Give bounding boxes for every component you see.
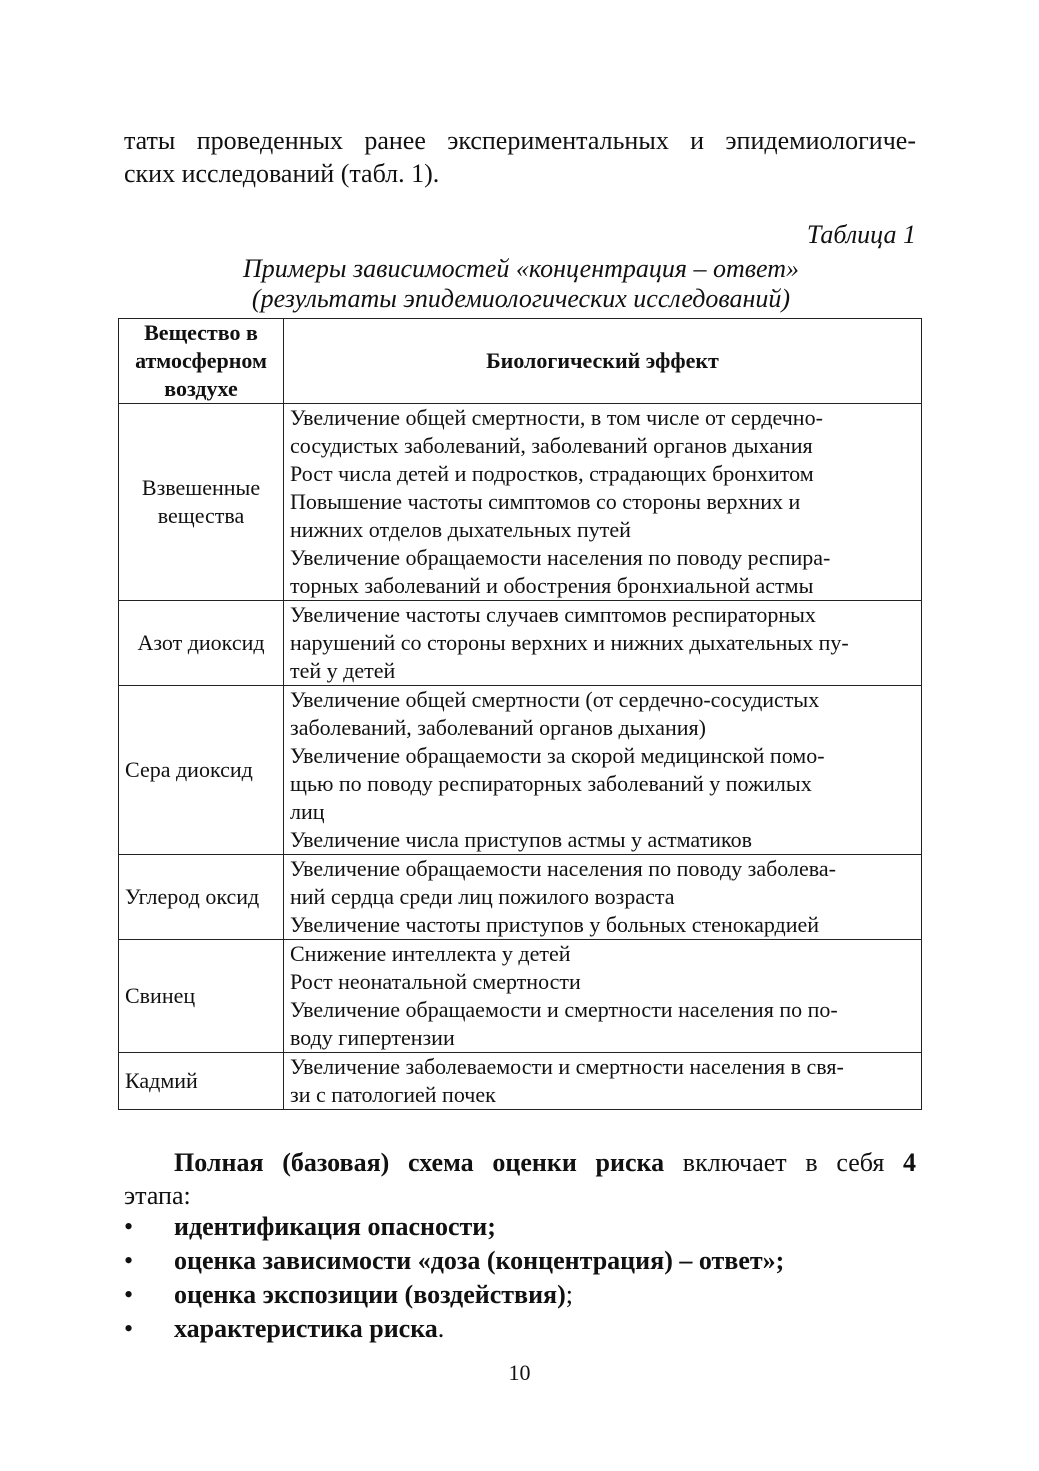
table-row (119, 940, 922, 1053)
effect-cell (284, 404, 922, 601)
stage-item (124, 1210, 916, 1244)
bullet-icon: • (124, 1212, 134, 1241)
table-title-line-1: Примеры зависимостей «концентрация – ответ» (243, 254, 799, 283)
table-row (119, 855, 922, 940)
stage-item (124, 1244, 916, 1278)
intro-line-2: ских исследований (табл. 1). (124, 159, 440, 188)
effect-line: торных заболеваний и обострения бронхиальной астмы (290, 573, 814, 598)
stage-item (124, 1278, 916, 1312)
scheme-lead: Полная (базовая) схема оценки риска (174, 1148, 665, 1177)
stages-list (124, 1210, 916, 1346)
effect-line: Увеличение обращаемости и смертности населения по по- (290, 997, 838, 1022)
effect-line: сосудистых заболеваний, заболеваний органов дыхания (290, 433, 813, 458)
effect-line: зи с патологией почек (290, 1082, 496, 1107)
header-effect: Биологический эффект (284, 319, 922, 404)
substance-cell: Азот диоксид (119, 601, 284, 686)
effect-line: Рост неонатальной смертности (290, 969, 581, 994)
effect-line: щью по поводу респираторных заболеваний у пожилых (290, 771, 812, 796)
table-row (119, 404, 922, 601)
effect-line: Рост числа детей и подростков, страдающих бронхитом (290, 461, 814, 486)
stage-text: идентификация опасности; (174, 1212, 496, 1241)
stage-tail: . (437, 1314, 445, 1343)
scheme-paragraph (124, 1146, 916, 1212)
scheme-end: этапа: (124, 1181, 191, 1210)
effect-cell (284, 855, 922, 940)
substance-cell: Взвешенные вещества (119, 404, 284, 601)
effect-line: тей у детей (290, 658, 396, 683)
effect-cell (284, 940, 922, 1053)
substance-cell: Углерод оксид (119, 855, 284, 940)
page-number: 10 (508, 1360, 531, 1385)
effect-line: Увеличение общей смертности, в том числе от сердечно- (290, 405, 823, 430)
substance-cell: Свинец (119, 940, 284, 1053)
table-body (119, 404, 922, 1110)
substance-cell: Сера диоксид (119, 686, 284, 855)
effect-line: Увеличение обращаемости населения по поводу респира- (290, 545, 831, 570)
effect-line: воду гипертензии (290, 1025, 455, 1050)
scheme-mid: включает в себя (664, 1148, 903, 1177)
scheme-count: 4 (903, 1148, 916, 1177)
header-substance: Вещество в атмосферном воздухе (119, 319, 284, 404)
table-title-line-2: (результаты эпидемиологических исследований) (251, 284, 791, 313)
table-row (119, 1053, 922, 1110)
effect-line: Увеличение частоты приступов у больных стенокардией (290, 912, 820, 937)
bullet-icon: • (124, 1280, 134, 1309)
effect-line: Увеличение частоты случаев симптомов респираторных (290, 602, 816, 627)
effect-line: ний сердца среди лиц пожилого возраста (290, 884, 675, 909)
stage-text: оценка зависимости «доза (концентрация) – ответ»; (174, 1246, 785, 1275)
effect-line: нарушений со стороны верхних и нижних дыхательных пу- (290, 630, 849, 655)
stage-item (124, 1312, 916, 1346)
effect-line: заболеваний, заболеваний органов дыхания) (290, 715, 706, 740)
effect-line: Увеличение заболеваемости и смертности населения в свя- (290, 1054, 844, 1079)
effect-line: Снижение интеллекта у детей (290, 941, 571, 966)
table-row (119, 686, 922, 855)
bullet-icon: • (124, 1246, 134, 1275)
bullet-icon: • (124, 1314, 134, 1343)
effect-line: Увеличение обращаемости населения по поводу заболева- (290, 856, 836, 881)
effect-line: Повышение частоты симптомов со стороны верхних и (290, 489, 801, 514)
effect-cell (284, 686, 922, 855)
substance-cell: Кадмий (119, 1053, 284, 1110)
table-label: Таблица 1 (806, 220, 916, 249)
effect-line: Увеличение общей смертности (от сердечно-сосудистых (290, 687, 820, 712)
concentration-response-table (118, 318, 922, 1110)
scheme-first-line (124, 1146, 916, 1179)
intro-paragraph (124, 124, 916, 190)
stage-text: оценка экспозиции (воздействия) (174, 1280, 566, 1309)
effect-line: лиц (290, 799, 325, 824)
intro-line-1: таты проведенных ранее экспериментальных и эпидемиологиче- (124, 126, 916, 155)
effect-cell (284, 601, 922, 686)
effect-line: Увеличение числа приступов астмы у астматиков (290, 827, 752, 852)
stage-tail: ; (565, 1280, 574, 1309)
stage-text: характеристика риска (174, 1314, 438, 1343)
table-row (119, 601, 922, 686)
effect-line: Увеличение обращаемости за скорой медицинской помо- (290, 743, 825, 768)
table-header-row (119, 319, 922, 404)
effect-line: нижних отделов дыхательных путей (290, 517, 631, 542)
effect-cell (284, 1053, 922, 1110)
table-title (120, 254, 922, 314)
